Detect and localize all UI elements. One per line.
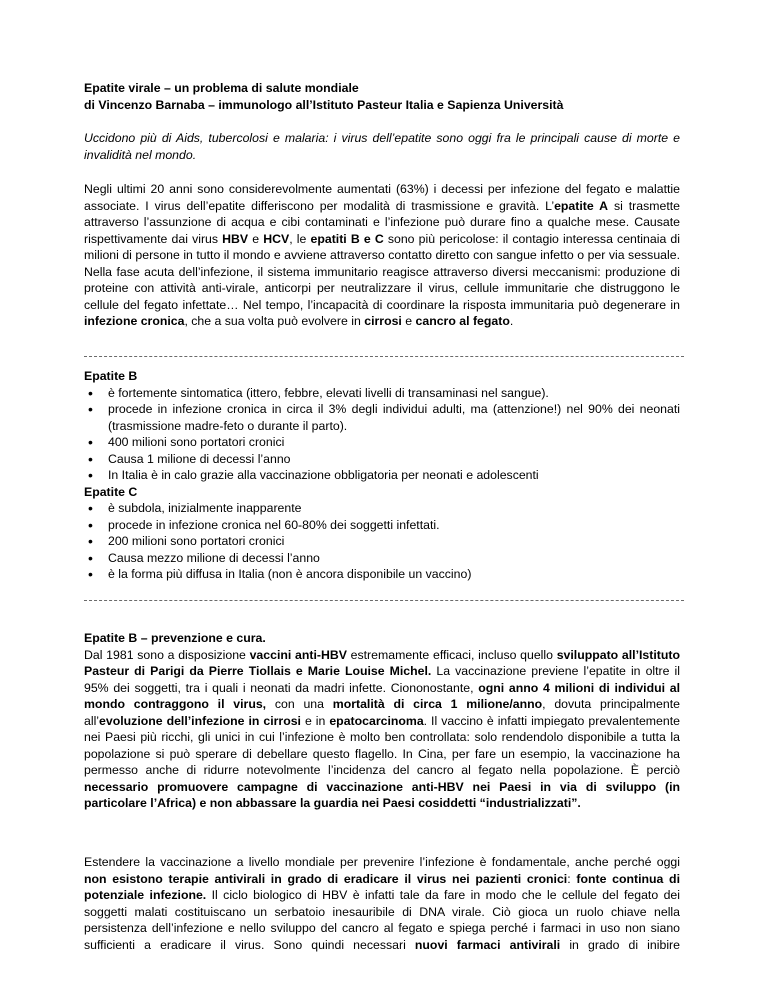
bold-run: nuovi farmaci antivirali	[414, 937, 561, 952]
list-item: • è fortemente sintomatica (ittero, febbre, elevati livelli di transaminasi nel sangue).	[84, 385, 680, 402]
list-item: • procede in infezione cronica in circa il 3% degli individui adulti, ma (attenzione!) nel 90% dei neonati (trasmissione madre-feto o durante il parto).	[84, 401, 680, 434]
bold-run: ogni anno 4 milioni di individui al mondo contraggono il virus,	[84, 680, 680, 711]
list-item: • è subdola, inizialmente inapparente	[84, 500, 680, 517]
prevention-heading: Epatite B – prevenzione e cura.	[84, 631, 266, 645]
paragraph-overview	[84, 181, 680, 330]
text-run: estremamente efficaci, incluso quello	[346, 647, 557, 662]
bold-run: epatiti B e C	[310, 231, 384, 246]
bold-run: sviluppato all’Istituto Pasteur di Parigi da Pierre Tiollais e Marie Louise Michel.	[84, 647, 680, 678]
text-run: Dal 1981 sono a disposizione	[84, 647, 250, 662]
text-run: si trasmette attraverso l’assunzione di acqua e cibi contaminati e l’infezione può durare fino a qualche mese. Causate rispettivamente dai virus	[84, 198, 680, 246]
text-run: in grado di inibire	[560, 937, 680, 952]
text-run: La vaccinazione previene l’epatite in oltre il 95% dei soggetti, tra i quali i neonati da madri infette. Ciononostante,	[84, 664, 681, 695]
text-run: e	[401, 314, 416, 328]
text-run: :	[567, 871, 577, 886]
hep-c-list	[84, 500, 680, 583]
bold-run: evoluzione dell’infezione in cirrosi	[99, 713, 301, 728]
bold-run: cirrosi	[364, 314, 402, 328]
hepatitis-facts	[84, 368, 680, 583]
divider-bottom	[84, 600, 684, 601]
bold-run: vaccini anti-HBV	[249, 647, 347, 662]
text-run: e	[248, 231, 264, 246]
bold-run: HBV	[222, 231, 249, 246]
text-run: , dovuta principalmente all’	[84, 697, 680, 728]
divider-top	[84, 356, 684, 357]
paragraph-therapy	[84, 854, 680, 953]
article-header	[84, 80, 680, 113]
bold-run: mortalità di circa 1 milione/anno	[332, 697, 543, 711]
bold-run: necessario promuovere campagne di vaccinazione anti-HBV nei Paesi in via di sviluppo (in particolare l’Africa) e non abbassare la guardia nei Paesi cosiddetti “industrializzati”.	[84, 779, 680, 810]
bold-run: epatite A	[554, 198, 609, 213]
text-run: . Il vaccino è infatti impiegato prevalentemente nei Paesi più ricchi, gli unici in cui l’infezione è molto ben controllata: solo rendendolo disponibile a tutta la popolazione si può sperare di debellare questo flagello. In Cina, per fare un esempio, la vaccinazione ha permesso anche di ridurre notevolmente l’incidenza del cancro al fegato nella popolazione. È perciò	[84, 713, 680, 777]
bold-run: fonte continua di potenziale infezione.	[84, 871, 680, 902]
list-item: • 200 milioni sono portatori cronici	[84, 533, 680, 550]
bold-run: cancro al fegato	[415, 314, 510, 328]
bold-run: HCV	[263, 231, 290, 246]
bold-run: infezione cronica	[84, 314, 185, 328]
text-run: sono più pericolose: il contagio interessa centinaia di milioni di persone in tutto il mondo e avviene attraverso contatto diretto con sangue infetto o per via sessuale. Nella fase acuta dell’infezione, il sistema immunitario reagisce attraverso diversi meccanismi: produzione di proteine con attività anti-virale, anticorpi per neutralizzare il virus, cellule immunitarie che distruggono le cellule del fegato infettate… Nel tempo, l’incapacità di coordinare la risposta immunitaria può degenerare in	[84, 231, 680, 312]
list-item: • 400 milioni sono portatori cronici	[84, 434, 680, 451]
hep-b-list	[84, 385, 680, 484]
text-run: , le	[289, 231, 311, 246]
list-item: • è la forma più diffusa in Italia (non è ancora disponibile un vaccino)	[84, 566, 680, 583]
text-run: Il ciclo biologico di HBV è infatti tale da fare in modo che le cellule del fegato dei soggetti malati costituiscano un serbatoio inesauribile di DNA virale. Ciò gioca un ruolo chiave nella persistenza dell’infezione e nello sviluppo del cancro al fegato e spiega perché i farmaci in uso non siano sufficienti a eradicare il virus. Sono quindi necessari	[84, 888, 680, 952]
text-run: Estendere la vaccinazione a livello mondiale per prevenire l’infezione è fondamentale, anche perché oggi	[84, 855, 680, 869]
bold-run: epatocarcinoma	[329, 713, 424, 728]
text-run: , che a sua volta può evolvere in	[184, 314, 365, 328]
article-title: Epatite virale – un problema di salute mondiale	[84, 81, 359, 95]
bold-run: non esistono terapie antivirali in grado di eradicare il virus nei pazienti cronici	[84, 871, 568, 886]
intro-italic: Uccidono più di Aids, tubercolosi e malaria: i virus dell’epatite sono oggi fra le principali cause di morte e invalidità nel mondo.	[84, 131, 680, 162]
section-prevention	[84, 630, 680, 812]
text-run: con una	[266, 697, 333, 711]
article-byline: di Vincenzo Barnaba – immunologo all’Istituto Pasteur Italia e Sapienza Università	[84, 97, 564, 112]
paragraph-prevention	[84, 647, 680, 812]
list-item: • Causa 1 milione di decessi l’anno	[84, 451, 680, 468]
list-item: • procede in infezione cronica nel 60-80% dei soggetti infettati.	[84, 517, 680, 534]
text-run: Negli ultimi 20 anni sono considerevolmente aumentati (63%) i decessi per infezione del fegato e malattie associate. I virus dell’epatite differiscono per modalità di trasmissione e gravità. L’	[84, 182, 680, 213]
hep-c-heading: Epatite C	[84, 484, 138, 499]
list-item: • Causa mezzo milione di decessi l’anno	[84, 550, 680, 567]
list-item: • In Italia è in calo grazie alla vaccinazione obbligatoria per neonati e adolescenti	[84, 467, 680, 484]
text-run: e in	[300, 713, 330, 728]
hep-b-heading: Epatite B	[84, 369, 138, 383]
text-run: .	[509, 314, 514, 328]
